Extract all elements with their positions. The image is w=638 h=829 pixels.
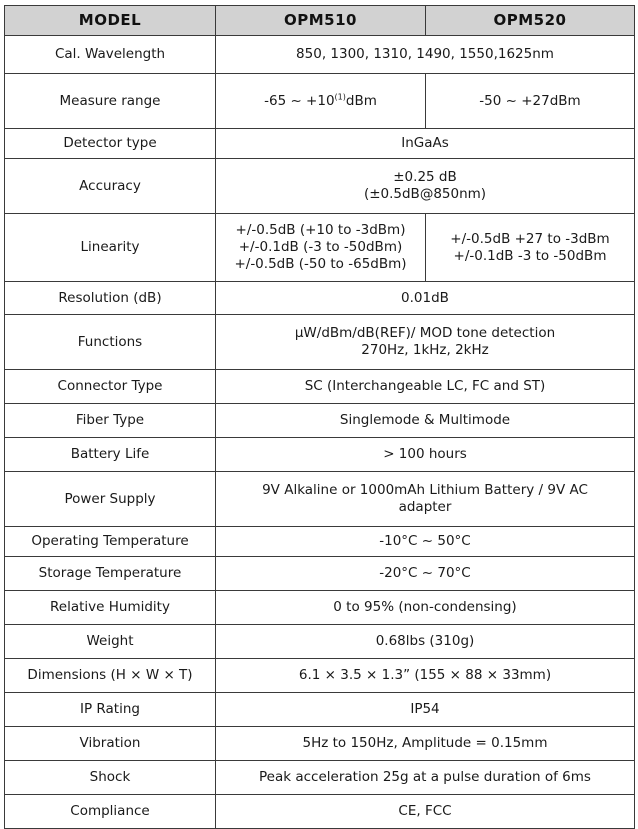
- row-ip-rating: [5, 693, 635, 727]
- measure-range-footnote: (1): [334, 92, 346, 101]
- value-resolution: 0.01dB: [216, 282, 635, 315]
- label-operating-temperature: Operating Temperature: [5, 527, 216, 557]
- value-storage-temperature: -20°C ~ 70°C: [216, 557, 635, 591]
- value-connector-type: SC (Interchangeable LC, FC and ST): [216, 370, 635, 404]
- header-opm520: OPM520: [426, 6, 635, 36]
- row-shock: [5, 761, 635, 795]
- label-storage-temperature: Storage Temperature: [5, 557, 216, 591]
- value-linearity-opm510: [216, 214, 426, 282]
- row-vibration: [5, 727, 635, 761]
- spec-table: [4, 5, 635, 829]
- label-functions: Functions: [5, 315, 216, 370]
- row-cal-wavelength: [5, 36, 635, 74]
- accuracy-line-1: ±0.25 dB: [393, 169, 457, 185]
- row-weight: [5, 625, 635, 659]
- row-linearity: [5, 214, 635, 282]
- label-shock: Shock: [5, 761, 216, 795]
- value-functions: [216, 315, 635, 370]
- row-compliance: [5, 795, 635, 829]
- header-row: [5, 6, 635, 36]
- measure-range-opm510-main: -65 ~ +10: [264, 92, 335, 109]
- label-resolution: Resolution (dB): [5, 282, 216, 315]
- value-battery-life: > 100 hours: [216, 438, 635, 472]
- row-functions: [5, 315, 635, 370]
- row-fiber-type: [5, 404, 635, 438]
- row-measure-range: [5, 74, 635, 129]
- power-supply-line-1: 9V Alkaline or 1000mAh Lithium Battery / 9V AC: [262, 482, 588, 498]
- value-ip-rating: IP54: [216, 693, 635, 727]
- value-vibration: 5Hz to 150Hz, Amplitude = 0.15mm: [216, 727, 635, 761]
- linearity-opm510-line-1: +/-0.5dB (+10 to -3dBm): [235, 222, 406, 238]
- label-dimensions: Dimensions (H × W × T): [5, 659, 216, 693]
- row-dimensions: [5, 659, 635, 693]
- row-accuracy: [5, 159, 635, 214]
- label-relative-humidity: Relative Humidity: [5, 591, 216, 625]
- value-cal-wavelength: 850, 1300, 1310, 1490, 1550,1625nm: [216, 36, 635, 74]
- row-storage-temperature: [5, 557, 635, 591]
- accuracy-line-2: (±0.5dB@850nm): [363, 186, 487, 202]
- label-accuracy: Accuracy: [5, 159, 216, 214]
- functions-line-1: µW/dBm/dB(REF)/ MOD tone detection: [294, 325, 556, 341]
- row-relative-humidity: [5, 591, 635, 625]
- label-vibration: Vibration: [5, 727, 216, 761]
- row-battery-life: [5, 438, 635, 472]
- value-measure-range-opm510: [216, 74, 426, 129]
- value-power-supply: [216, 472, 635, 527]
- value-accuracy: [216, 159, 635, 214]
- row-resolution: [5, 282, 635, 315]
- value-dimensions: 6.1 × 3.5 × 1.3” (155 × 88 × 33mm): [216, 659, 635, 693]
- value-linearity-opm520: [426, 214, 635, 282]
- value-fiber-type: Singlemode & Multimode: [216, 404, 635, 438]
- label-cal-wavelength: Cal. Wavelength: [5, 36, 216, 74]
- label-compliance: Compliance: [5, 795, 216, 829]
- row-power-supply: [5, 472, 635, 527]
- row-connector-type: [5, 370, 635, 404]
- label-fiber-type: Fiber Type: [5, 404, 216, 438]
- label-measure-range: Measure range: [5, 74, 216, 129]
- label-weight: Weight: [5, 625, 216, 659]
- value-relative-humidity: 0 to 95% (non-condensing): [216, 591, 635, 625]
- value-shock: Peak acceleration 25g at a pulse duration of 6ms: [216, 761, 635, 795]
- value-weight: 0.68lbs (310g): [216, 625, 635, 659]
- power-supply-line-2: adapter: [398, 499, 452, 515]
- label-detector-type: Detector type: [5, 129, 216, 159]
- label-power-supply: Power Supply: [5, 472, 216, 527]
- functions-line-2: 270Hz, 1kHz, 2kHz: [361, 342, 489, 358]
- value-measure-range-opm520: -50 ~ +27dBm: [426, 74, 635, 129]
- label-ip-rating: IP Rating: [5, 693, 216, 727]
- header-model: MODEL: [5, 6, 216, 36]
- value-operating-temperature: -10°C ~ 50°C: [216, 527, 635, 557]
- row-operating-temperature: [5, 527, 635, 557]
- linearity-opm520-line-1: +/-0.5dB +27 to -3dBm: [450, 230, 610, 247]
- linearity-opm510-line-2: +/-0.1dB (-3 to -50dBm): [238, 239, 403, 255]
- value-detector-type: InGaAs: [216, 129, 635, 159]
- measure-range-opm510-unit: dBm: [345, 92, 377, 109]
- linearity-opm520-line-2: +/-0.1dB -3 to -50dBm: [453, 247, 607, 264]
- label-connector-type: Connector Type: [5, 370, 216, 404]
- label-battery-life: Battery Life: [5, 438, 216, 472]
- value-compliance: CE, FCC: [216, 795, 635, 829]
- label-linearity: Linearity: [5, 214, 216, 282]
- header-opm510: OPM510: [216, 6, 426, 36]
- linearity-opm510-line-3: +/-0.5dB (-50 to -65dBm): [234, 256, 407, 272]
- row-detector-type: [5, 129, 635, 159]
